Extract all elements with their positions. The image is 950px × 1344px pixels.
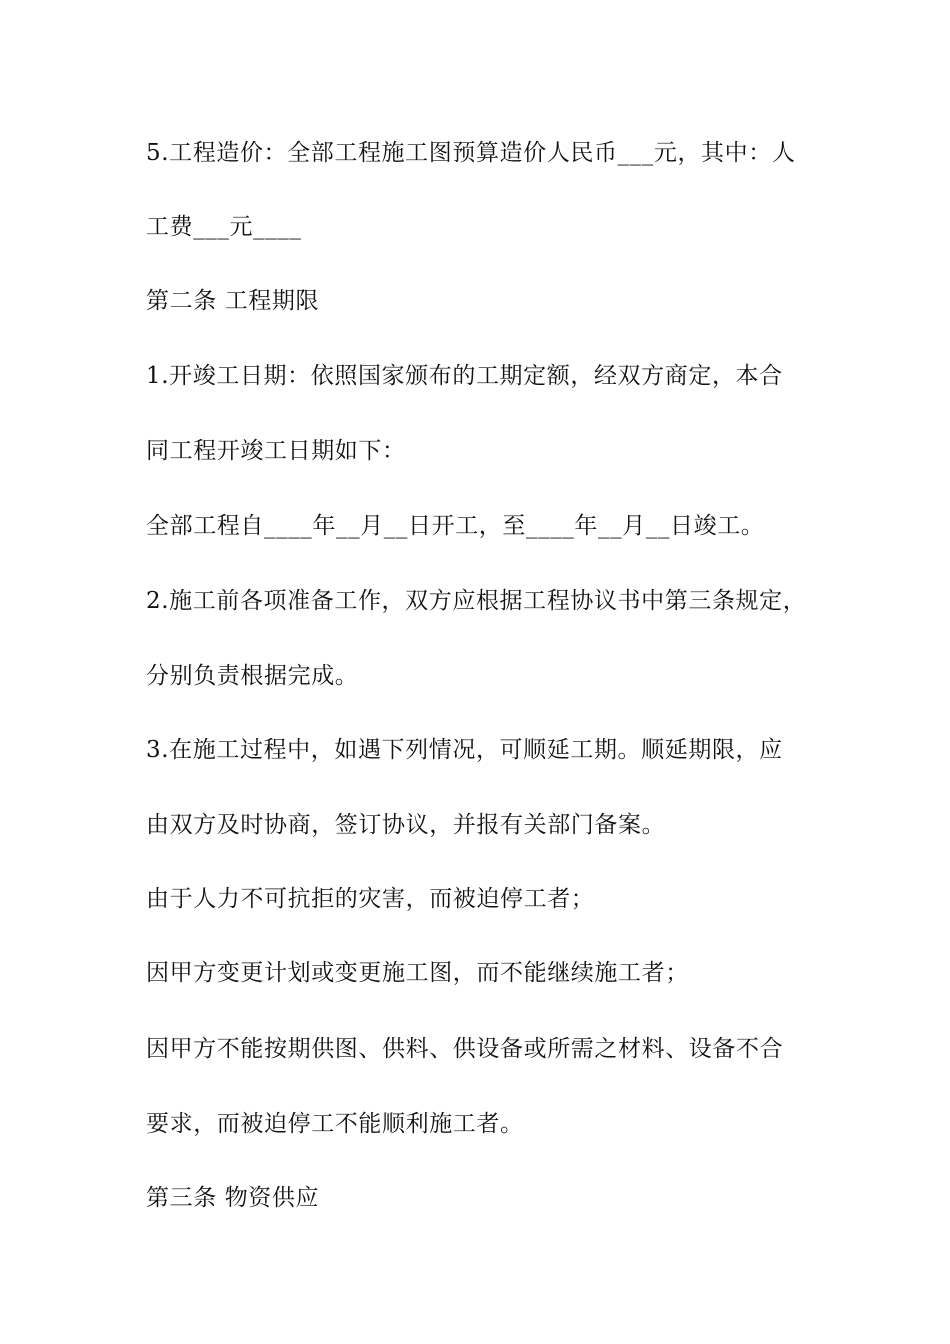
condition-force-majeure: 由于人力不可抗拒的灾害，而被迫停工者；: [146, 886, 595, 912]
clause-3-extension-line-2: 由双方及时协商，签订协议，并报有关部门备案。: [146, 812, 666, 838]
clause-5-cost-line-1: 5.工程造价：全部工程施工图预算造价人民币___元，其中：人: [146, 140, 796, 166]
article-3-heading: 第三条 物资供应: [146, 1185, 320, 1211]
clause-2-preparation-line-2: 分别负责根据完成。: [146, 663, 359, 689]
clause-5-cost-line-2: 工费___元____: [146, 214, 302, 240]
article-2-heading: 第二条 工程期限: [146, 288, 320, 314]
clause-2-preparation-line-1: 2.施工前各项准备工作，双方应根据工程协议书中第三条规定，: [146, 588, 807, 614]
clause-3-extension-line-1: 3.在施工过程中，如遇下列情况，可顺延工期。顺延期限，应: [146, 737, 783, 763]
condition-plan-change: 因甲方变更计划或变更施工图，而不能继续施工者；: [146, 960, 689, 986]
clause-1-dates-line-1: 1.开竣工日期：依照国家颁布的工期定额，经双方商定，本合: [146, 363, 783, 389]
schedule-line: 全部工程自____年__月__日开工，至____年__月__日竣工。: [146, 513, 765, 539]
condition-supply-line-2: 要求，而被迫停工不能顺利施工者。: [146, 1111, 524, 1137]
condition-supply-line-1: 因甲方不能按期供图、供料、供设备或所需之材料、设备不合: [146, 1036, 784, 1062]
clause-1-dates-line-2: 同工程开竣工日期如下：: [146, 438, 406, 464]
